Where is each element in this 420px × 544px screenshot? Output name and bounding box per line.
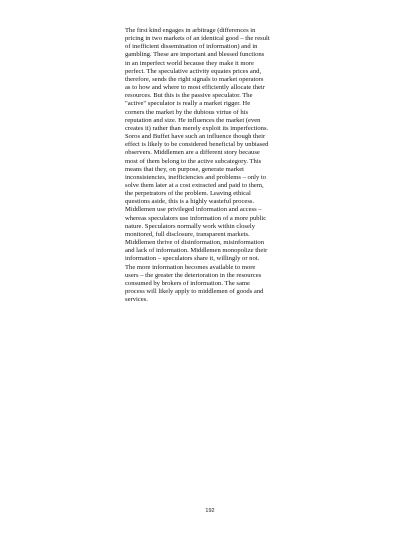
paragraph-line: in an imperfect world because they make it more: [125, 59, 254, 67]
paragraph-line: therefore, sends the right signals to market operators: [125, 75, 264, 83]
paragraph-line: perfect. The speculative activity equates prices and,: [125, 67, 262, 75]
paragraph-line: process will likely apply to middlemen of goods and: [125, 288, 264, 295]
paragraph-line: questions aside, this is a highly wasteful process.: [125, 198, 255, 206]
paragraph-line: solve them later at a cost extracted and paid to them,: [125, 181, 264, 189]
paragraph-line: means that they, on purpose, generate market: [125, 165, 244, 173]
paragraph-line: Middlemen thrive of disinformation, misinformation: [125, 239, 264, 247]
paragraph-line: creates it) rather than merely exploit its imperfections.: [125, 124, 269, 132]
paragraph-line: observers. Middlemen are a different story because: [125, 149, 260, 157]
paragraph-line: consumed by brokers of information. The same: [125, 279, 250, 287]
paragraph-line: the perpetrators of the problem. Leaving ethical: [125, 190, 251, 198]
paragraph-line: users – the greater the deterioration in the resources: [125, 271, 262, 279]
paragraph-line: "active" speculator is really a market rigger. He: [125, 100, 251, 108]
paragraph-line: Soros and Buffet have such an influence though their: [125, 133, 266, 141]
paragraph-line: information – speculators share it, willingly or not.: [125, 255, 260, 263]
paragraph-line: The more information becomes available to more: [125, 263, 256, 271]
paragraph-line: resources. But this is the passive speculator. The: [125, 92, 253, 100]
paragraph-line: inconsistencies, inefficiencies and problems – only to: [125, 173, 267, 181]
paragraph-line: The first kind engages in arbitrage (differences in: [125, 27, 256, 34]
paragraph-line: Middlemen use privileged information and access –: [125, 206, 262, 214]
paragraph-line: of inefficient dissemination of information) and in: [125, 43, 258, 51]
paragraph-line: services.: [125, 296, 148, 304]
paragraph-line: nature. Speculators normally work within closely: [125, 222, 256, 230]
paragraph-line: and lack of information. Middlemen monopolize their: [125, 247, 268, 255]
paragraph-line: monitored, full disclosure, transparent markets.: [125, 230, 250, 238]
paragraph-line: most of them belong to the active subcategory. This: [125, 157, 262, 165]
paragraph-line: effect is likely to be considered beneficial by unbiased: [125, 141, 269, 149]
paragraph-line: pricing in two markets of an identical good – the result: [125, 35, 270, 43]
paragraph-line: corners the market by the dubious virtue of his: [125, 108, 249, 116]
paragraph-line: as to how and where to most efficiently allocate their: [125, 84, 265, 92]
paragraph-line: reputation and size. He influences the market (even: [125, 116, 261, 124]
body-paragraph: [125, 27, 300, 304]
paragraph-line: whereas speculators use information of a more public: [125, 214, 267, 222]
paragraph-line: gambling. These are important and blessed functions: [125, 51, 265, 59]
page-number: 192: [205, 508, 215, 514]
